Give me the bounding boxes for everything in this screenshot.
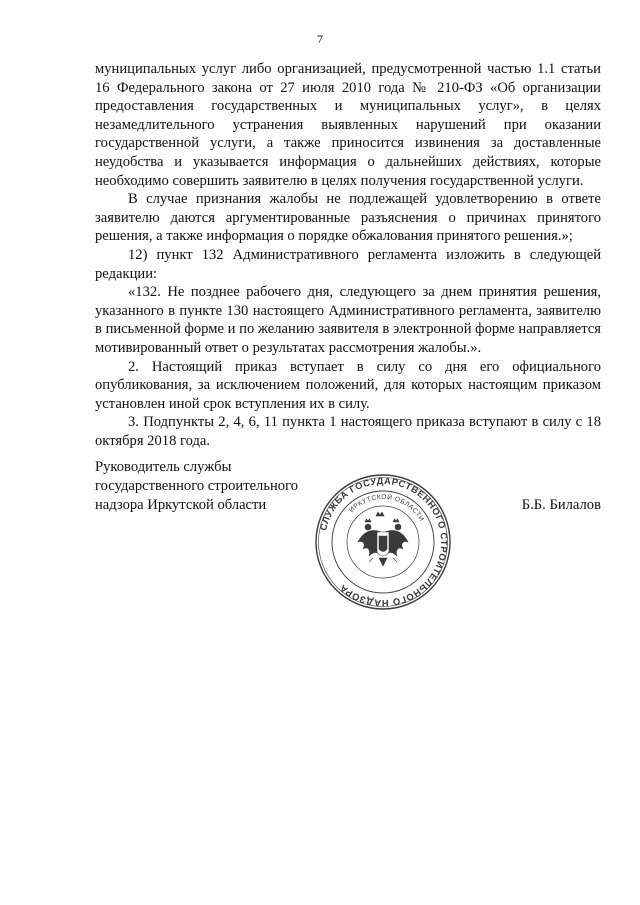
- paragraph-clause-132: «132. Не позднее рабочего дня, следующего за днем принятия решения, указанного в пункте 130 настоящего Административного регламента, заявителю в письменной форме и по желанию заявителя в электронной форме направляется мотивированный ответ о результатах рассмотрения жалобы.».: [95, 284, 601, 356]
- paragraph-continuation: муниципальных услуг либо организацией, предусмотренной частью 1.1 статьи 16 Федерального закона от 27 июля 2010 года № 210-ФЗ «Об организации предоставления государственных и муниципальных услуг», в целях незамедлительного устранения выявленных нарушений при оказании государственной услуги, а также приносится извинения за доставленные неудобства и указывается информация о дальнейших действиях, которые необходимо совершить заявителю в целях получения государственной услуги.: [95, 61, 601, 189]
- double-headed-eagle-emblem: [358, 512, 408, 566]
- official-seal: [313, 472, 453, 612]
- signatory-position-line: Руководитель службы: [95, 459, 232, 475]
- page-number: 7: [317, 32, 323, 46]
- paragraph-complaint-rejection: В случае признания жалобы не подлежащей удовлетворению в ответе заявителю даются аргументированные разъяснения о причинах принятого решения, а также информация о порядке обжалования принятого решения.»;: [95, 191, 601, 245]
- signatory-name: Б.Б. Билалов: [521, 497, 601, 513]
- paragraph-item-2: 2. Настоящий приказ вступает в силу со дня его официального опубликования, за исключением положений, для которых настоящим приказом установлен иной срок вступления их в силу.: [95, 358, 601, 412]
- seal-inner-text: ИРКУТСКОЙ ОБЛАСТИ: [348, 493, 426, 523]
- signatory-position: [95, 458, 335, 515]
- document-body: [95, 60, 601, 450]
- signatory-position-line: надзора Иркутской области: [95, 497, 267, 513]
- signatory-position-line: государственного строительного: [95, 478, 299, 494]
- seal-outer-text: СЛУЖБА ГОСУДАРСТВЕННОГО СТРОИТЕЛЬНОГО НАДЗОРА: [318, 475, 450, 609]
- paragraph-item-3: 3. Подпункты 2, 4, 6, 11 пункта 1 настоящего приказа вступают в силу с 18 октября 2018 года.: [95, 414, 601, 449]
- paragraph-item-12: 12) пункт 132 Административного регламента изложить в следующей редакции:: [95, 246, 601, 282]
